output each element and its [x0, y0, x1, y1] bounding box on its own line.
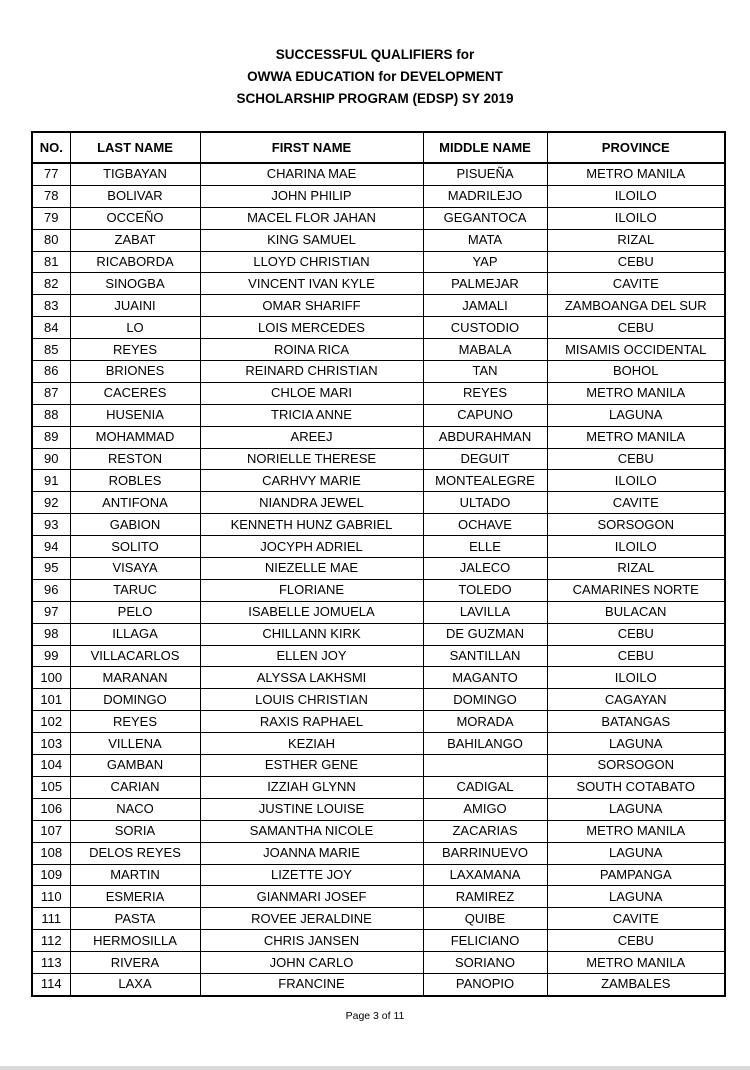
cell-last-name: GAMBAN — [70, 755, 200, 777]
table-row — [32, 514, 725, 536]
cell-middle-name: QUIBE — [423, 908, 547, 930]
table-row — [32, 755, 725, 777]
cell-first-name: KING SAMUEL — [200, 229, 423, 251]
cell-first-name: GIANMARI JOSEF — [200, 886, 423, 908]
cell-first-name: OMAR SHARIFF — [200, 295, 423, 317]
cell-last-name: HERMOSILLA — [70, 930, 200, 952]
cell-first-name: ELLEN JOY — [200, 645, 423, 667]
cell-first-name: ROVEE JERALDINE — [200, 908, 423, 930]
cell-last-name: SOLITO — [70, 536, 200, 558]
table-row — [32, 908, 725, 930]
cell-province: SOUTH COTABATO — [547, 776, 725, 798]
header-province: PROVINCE — [547, 132, 725, 163]
cell-middle-name: PALMEJAR — [423, 273, 547, 295]
cell-province: METRO MANILA — [547, 820, 725, 842]
cell-middle-name: TAN — [423, 361, 547, 383]
page-number: Page 3 of 11 — [345, 1010, 405, 1022]
cell-middle-name: ZACARIAS — [423, 820, 547, 842]
cell-middle-name: LAVILLA — [423, 601, 547, 623]
cell-no: 78 — [32, 185, 70, 207]
cell-last-name: CACERES — [70, 382, 200, 404]
cell-no: 100 — [32, 667, 70, 689]
cell-first-name: AREEJ — [200, 426, 423, 448]
cell-last-name: JUAINI — [70, 295, 200, 317]
table-row — [32, 295, 725, 317]
table-row — [32, 820, 725, 842]
cell-last-name: MOHAMMAD — [70, 426, 200, 448]
cell-middle-name: SANTILLAN — [423, 645, 547, 667]
cell-last-name: PASTA — [70, 908, 200, 930]
cell-province: CEBU — [547, 645, 725, 667]
cell-first-name: FLORIANE — [200, 579, 423, 601]
cell-first-name: KEZIAH — [200, 733, 423, 755]
table-row — [32, 492, 725, 514]
cell-middle-name: CADIGAL — [423, 776, 547, 798]
table-row — [32, 251, 725, 273]
cell-no: 108 — [32, 842, 70, 864]
cell-no: 79 — [32, 207, 70, 229]
cell-middle-name: YAP — [423, 251, 547, 273]
cell-province: LAGUNA — [547, 886, 725, 908]
cell-last-name: ROBLES — [70, 470, 200, 492]
cell-first-name: NORIELLE THERESE — [200, 448, 423, 470]
cell-no: 111 — [32, 908, 70, 930]
cell-no: 83 — [32, 295, 70, 317]
table-row — [32, 229, 725, 251]
cell-last-name: SORIA — [70, 820, 200, 842]
cell-province: ILOILO — [547, 667, 725, 689]
table-row — [32, 579, 725, 601]
cell-province: SORSOGON — [547, 755, 725, 777]
cell-province: ILOILO — [547, 536, 725, 558]
cell-no: 96 — [32, 579, 70, 601]
document-title — [0, 44, 750, 110]
cell-first-name: RAXIS RAPHAEL — [200, 711, 423, 733]
cell-last-name: MARANAN — [70, 667, 200, 689]
cell-middle-name: BAHILANGO — [423, 733, 547, 755]
cell-middle-name: CUSTODIO — [423, 317, 547, 339]
table-row — [32, 470, 725, 492]
cell-last-name: TIGBAYAN — [70, 163, 200, 185]
table-row — [32, 798, 725, 820]
cell-first-name: KENNETH HUNZ GABRIEL — [200, 514, 423, 536]
table-row — [32, 601, 725, 623]
cell-middle-name: MORADA — [423, 711, 547, 733]
cell-province: ILOILO — [547, 470, 725, 492]
cell-first-name: SAMANTHA NICOLE — [200, 820, 423, 842]
cell-middle-name: GEGANTOCA — [423, 207, 547, 229]
cell-no: 81 — [32, 251, 70, 273]
table-row — [32, 382, 725, 404]
cell-middle-name: JAMALI — [423, 295, 547, 317]
cell-last-name: LO — [70, 317, 200, 339]
cell-no: 95 — [32, 558, 70, 580]
cell-no: 102 — [32, 711, 70, 733]
cell-middle-name: DE GUZMAN — [423, 623, 547, 645]
table-row — [32, 163, 725, 185]
cell-first-name: ROINA RICA — [200, 339, 423, 361]
cell-no: 103 — [32, 733, 70, 755]
table-row — [32, 776, 725, 798]
cell-no: 94 — [32, 536, 70, 558]
table-row — [32, 864, 725, 886]
table-row — [32, 536, 725, 558]
cell-last-name: BRIONES — [70, 361, 200, 383]
table-row — [32, 733, 725, 755]
cell-last-name: NACO — [70, 798, 200, 820]
cell-no: 88 — [32, 404, 70, 426]
cell-last-name: DELOS REYES — [70, 842, 200, 864]
cell-first-name: JOHN CARLO — [200, 952, 423, 974]
cell-last-name: LAXA — [70, 973, 200, 995]
cell-no: 109 — [32, 864, 70, 886]
table-header-row — [32, 132, 725, 163]
table-row — [32, 404, 725, 426]
cell-no: 93 — [32, 514, 70, 536]
cell-province: CAVITE — [547, 273, 725, 295]
cell-province: BOHOL — [547, 361, 725, 383]
cell-province: ZAMBOANGA DEL SUR — [547, 295, 725, 317]
cell-middle-name: ABDURAHMAN — [423, 426, 547, 448]
cell-no: 105 — [32, 776, 70, 798]
cell-province: CEBU — [547, 930, 725, 952]
cell-first-name: JUSTINE LOUISE — [200, 798, 423, 820]
cell-middle-name: ULTADO — [423, 492, 547, 514]
cell-province: LAGUNA — [547, 733, 725, 755]
cell-no: 114 — [32, 973, 70, 995]
cell-province: ILOILO — [547, 207, 725, 229]
cell-middle-name: CAPUNO — [423, 404, 547, 426]
cell-no: 77 — [32, 163, 70, 185]
cell-no: 86 — [32, 361, 70, 383]
table-row — [32, 711, 725, 733]
header-no: NO. — [32, 132, 70, 163]
title-line-3: SCHOLARSHIP PROGRAM (EDSP) SY 2019 — [236, 91, 514, 106]
header-last-name: LAST NAME — [70, 132, 200, 163]
cell-no: 90 — [32, 448, 70, 470]
cell-last-name: ANTIFONA — [70, 492, 200, 514]
cell-middle-name: MABALA — [423, 339, 547, 361]
table-row — [32, 185, 725, 207]
cell-province: CAMARINES NORTE — [547, 579, 725, 601]
cell-province: METRO MANILA — [547, 952, 725, 974]
cell-province: BATANGAS — [547, 711, 725, 733]
cell-province: CEBU — [547, 317, 725, 339]
cell-last-name: HUSENIA — [70, 404, 200, 426]
cell-last-name: TARUC — [70, 579, 200, 601]
cell-last-name: DOMINGO — [70, 689, 200, 711]
cell-middle-name: FELICIANO — [423, 930, 547, 952]
cell-no: 98 — [32, 623, 70, 645]
cell-last-name: GABION — [70, 514, 200, 536]
cell-no: 107 — [32, 820, 70, 842]
cell-no: 110 — [32, 886, 70, 908]
cell-first-name: LOIS MERCEDES — [200, 317, 423, 339]
cell-last-name: REYES — [70, 711, 200, 733]
table-row — [32, 952, 725, 974]
table-row — [32, 973, 725, 995]
cell-first-name: REINARD CHRISTIAN — [200, 361, 423, 383]
cell-no: 84 — [32, 317, 70, 339]
cell-province: MISAMIS OCCIDENTAL — [547, 339, 725, 361]
cell-first-name: LOUIS CHRISTIAN — [200, 689, 423, 711]
cell-first-name: ESTHER GENE — [200, 755, 423, 777]
qualifiers-table — [31, 131, 726, 997]
cell-middle-name: BARRINUEVO — [423, 842, 547, 864]
table-row — [32, 645, 725, 667]
table-row — [32, 886, 725, 908]
table-row — [32, 667, 725, 689]
cell-no: 80 — [32, 229, 70, 251]
cell-province: CAVITE — [547, 492, 725, 514]
cell-last-name: REYES — [70, 339, 200, 361]
title-line-1: SUCCESSFUL QUALIFIERS for — [275, 47, 475, 62]
cell-last-name: ZABAT — [70, 229, 200, 251]
cell-province: CAVITE — [547, 908, 725, 930]
cell-first-name: FRANCINE — [200, 973, 423, 995]
cell-first-name: CHRIS JANSEN — [200, 930, 423, 952]
cell-last-name: PELO — [70, 601, 200, 623]
cell-first-name: JOCYPH ADRIEL — [200, 536, 423, 558]
cell-first-name: NIANDRA JEWEL — [200, 492, 423, 514]
cell-middle-name — [423, 755, 547, 777]
cell-last-name: MARTIN — [70, 864, 200, 886]
cell-middle-name: MAGANTO — [423, 667, 547, 689]
cell-middle-name: RAMIREZ — [423, 886, 547, 908]
cell-first-name: CHLOE MARI — [200, 382, 423, 404]
cell-no: 89 — [32, 426, 70, 448]
cell-province: METRO MANILA — [547, 426, 725, 448]
cell-first-name: ALYSSA LAKHSMI — [200, 667, 423, 689]
cell-first-name: JOHN PHILIP — [200, 185, 423, 207]
cell-province: CEBU — [547, 623, 725, 645]
table-row — [32, 558, 725, 580]
cell-no: 85 — [32, 339, 70, 361]
cell-province: CAGAYAN — [547, 689, 725, 711]
cell-province: CEBU — [547, 448, 725, 470]
cell-middle-name: REYES — [423, 382, 547, 404]
cell-middle-name: TOLEDO — [423, 579, 547, 601]
cell-province: PAMPANGA — [547, 864, 725, 886]
cell-no: 97 — [32, 601, 70, 623]
cell-middle-name: MONTEALEGRE — [423, 470, 547, 492]
cell-province: LAGUNA — [547, 404, 725, 426]
cell-no: 87 — [32, 382, 70, 404]
cell-no: 99 — [32, 645, 70, 667]
cell-no: 82 — [32, 273, 70, 295]
cell-middle-name: OCHAVE — [423, 514, 547, 536]
cell-last-name: VILLACARLOS — [70, 645, 200, 667]
cell-last-name: ESMERIA — [70, 886, 200, 908]
cell-province: RIZAL — [547, 229, 725, 251]
cell-province: LAGUNA — [547, 842, 725, 864]
cell-no: 91 — [32, 470, 70, 492]
table-row — [32, 930, 725, 952]
table-row — [32, 207, 725, 229]
cell-first-name: ISABELLE JOMUELA — [200, 601, 423, 623]
cell-last-name: SINOGBA — [70, 273, 200, 295]
table-row — [32, 273, 725, 295]
cell-last-name: RIVERA — [70, 952, 200, 974]
cell-middle-name: DEGUIT — [423, 448, 547, 470]
cell-first-name: VINCENT IVAN KYLE — [200, 273, 423, 295]
table-row — [32, 361, 725, 383]
table-row — [32, 448, 725, 470]
cell-middle-name: DOMINGO — [423, 689, 547, 711]
cell-middle-name: ELLE — [423, 536, 547, 558]
cell-first-name: CHARINA MAE — [200, 163, 423, 185]
cell-province: SORSOGON — [547, 514, 725, 536]
cell-province: LAGUNA — [547, 798, 725, 820]
cell-last-name: BOLIVAR — [70, 185, 200, 207]
cell-no: 92 — [32, 492, 70, 514]
cell-middle-name: JALECO — [423, 558, 547, 580]
cell-middle-name: LAXAMANA — [423, 864, 547, 886]
cell-first-name: IZZIAH GLYNN — [200, 776, 423, 798]
header-first-name: FIRST NAME — [200, 132, 423, 163]
table-row — [32, 426, 725, 448]
cell-last-name: CARIAN — [70, 776, 200, 798]
cell-no: 104 — [32, 755, 70, 777]
cell-first-name: NIEZELLE MAE — [200, 558, 423, 580]
cell-last-name: RICABORDA — [70, 251, 200, 273]
cell-first-name: CARHVY MARIE — [200, 470, 423, 492]
cell-province: BULACAN — [547, 601, 725, 623]
cell-last-name: ILLAGA — [70, 623, 200, 645]
cell-province: METRO MANILA — [547, 163, 725, 185]
cell-no: 112 — [32, 930, 70, 952]
cell-first-name: JOANNA MARIE — [200, 842, 423, 864]
cell-middle-name: AMIGO — [423, 798, 547, 820]
table-row — [32, 317, 725, 339]
cell-province: ZAMBALES — [547, 973, 725, 995]
table-row — [32, 623, 725, 645]
title-line-2: OWWA EDUCATION for DEVELOPMENT — [247, 69, 503, 84]
cell-province: CEBU — [547, 251, 725, 273]
cell-first-name: LIZETTE JOY — [200, 864, 423, 886]
cell-first-name: CHILLANN KIRK — [200, 623, 423, 645]
table-row — [32, 689, 725, 711]
cell-middle-name: PANOPIO — [423, 973, 547, 995]
cell-province: METRO MANILA — [547, 382, 725, 404]
cell-first-name: TRICIA ANNE — [200, 404, 423, 426]
cell-first-name: MACEL FLOR JAHAN — [200, 207, 423, 229]
cell-no: 106 — [32, 798, 70, 820]
cell-middle-name: SORIANO — [423, 952, 547, 974]
cell-last-name: VISAYA — [70, 558, 200, 580]
cell-province: ILOILO — [547, 185, 725, 207]
cell-last-name: RESTON — [70, 448, 200, 470]
cell-last-name: OCCEÑO — [70, 207, 200, 229]
table-row — [32, 339, 725, 361]
cell-no: 113 — [32, 952, 70, 974]
cell-province: RIZAL — [547, 558, 725, 580]
cell-middle-name: PISUEÑA — [423, 163, 547, 185]
cell-first-name: LLOYD CHRISTIAN — [200, 251, 423, 273]
table-row — [32, 842, 725, 864]
table-body — [32, 163, 725, 996]
cell-middle-name: MATA — [423, 229, 547, 251]
cell-middle-name: MADRILEJO — [423, 185, 547, 207]
bottom-divider — [0, 1066, 750, 1070]
cell-no: 101 — [32, 689, 70, 711]
cell-last-name: VILLENA — [70, 733, 200, 755]
header-middle-name: MIDDLE NAME — [423, 132, 547, 163]
